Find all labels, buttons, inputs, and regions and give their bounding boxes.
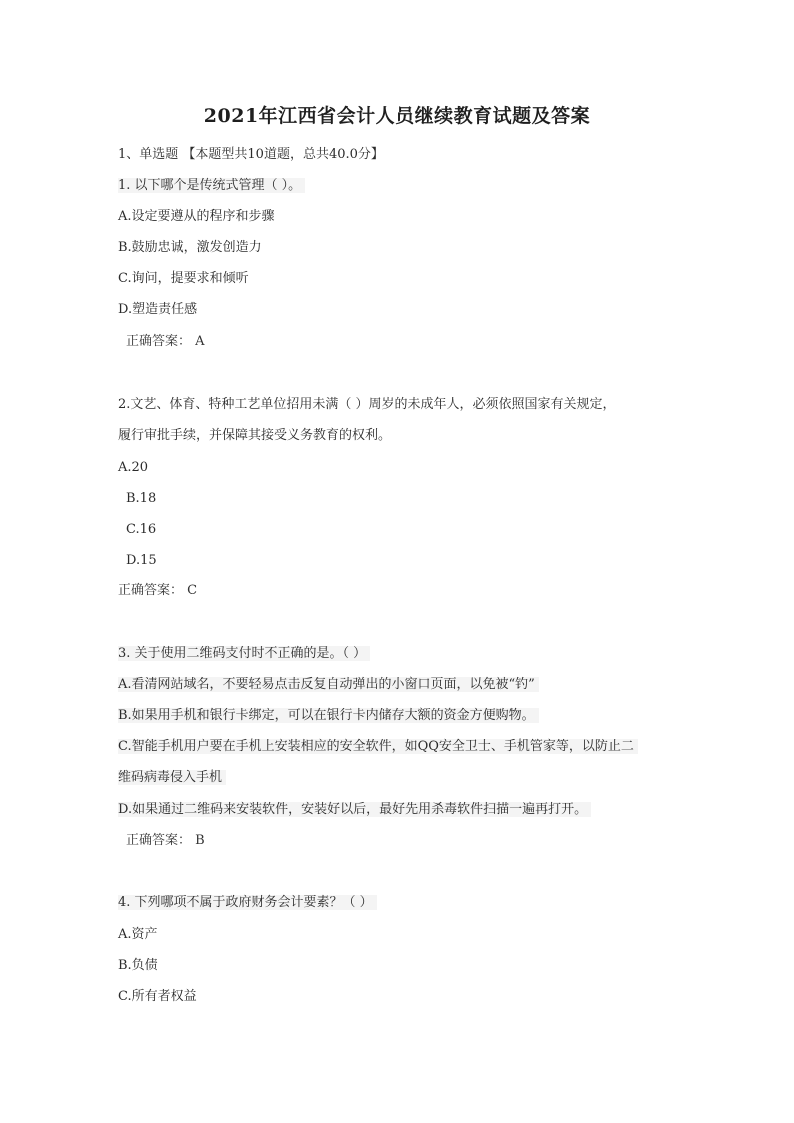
question-3-option-c-line-2: 维码病毒侵入手机 <box>118 768 226 788</box>
question-3-answer: 正确答案： B <box>126 833 205 848</box>
question-3-option-a: A.看清网站域名，不要轻易点击反复自动弹出的小窗口页面，以免被“钓” <box>118 675 539 695</box>
question-4-option-b: B.负债 <box>118 958 158 973</box>
question-1-option-b: B.鼓励忠诚，激发创造力 <box>118 240 262 255</box>
question-1-answer: 正确答案： A <box>126 334 205 349</box>
question-3-option-b: B.如果用手机和银行卡绑定，可以在银行卡内储存大额的资金方便购物。 <box>118 706 539 726</box>
section-header: 1、单选题 【本题型共10道题，总共40.0分】 <box>118 147 384 162</box>
page-title: 2021年江西省会计人员继续教育试题及答案 <box>203 105 591 127</box>
question-2-stem-line-1: 2.文艺、体育、特种工艺单位招用未满（ ）周岁的未成年人，必须依照国家有关规定， <box>118 397 616 412</box>
question-2-option-a: A.20 <box>118 460 149 475</box>
question-2-answer: 正确答案： C <box>118 583 198 598</box>
question-4-option-a: A.资产 <box>118 927 158 942</box>
question-3-option-d: D.如果通过二维码来安装软件，安装好以后，最好先用杀毒软件扫描一遍再打开。 <box>118 800 591 820</box>
question-4-option-c: C.所有者权益 <box>118 989 197 1004</box>
question-3-option-c-line-1: C.智能手机用户要在手机上安装相应的安全软件，如QQ安全卫士、手机管家等，以防止二 <box>118 737 638 757</box>
question-2-option-c: C.16 <box>126 522 157 537</box>
question-1-option-c: C.询问，提要求和倾听 <box>118 271 249 286</box>
question-2-stem-line-2: 履行审批手续，并保障其接受义务教育的权利。 <box>118 428 392 443</box>
question-3-stem: 3. 关于使用二维码支付时不正确的是。（ ） <box>118 644 370 664</box>
question-2-option-b: B.18 <box>126 491 157 506</box>
question-4-stem: 4. 下列哪项不属于政府财务会计要素？（ ） <box>118 893 377 913</box>
question-2-option-d: D.15 <box>126 553 157 568</box>
question-1-option-d: D.塑造责任感 <box>118 302 198 317</box>
question-1-stem: 1. 以下哪个是传统式管理（ ）。 <box>118 176 305 196</box>
question-1-option-a: A.设定要遵从的程序和步骤 <box>118 209 275 224</box>
